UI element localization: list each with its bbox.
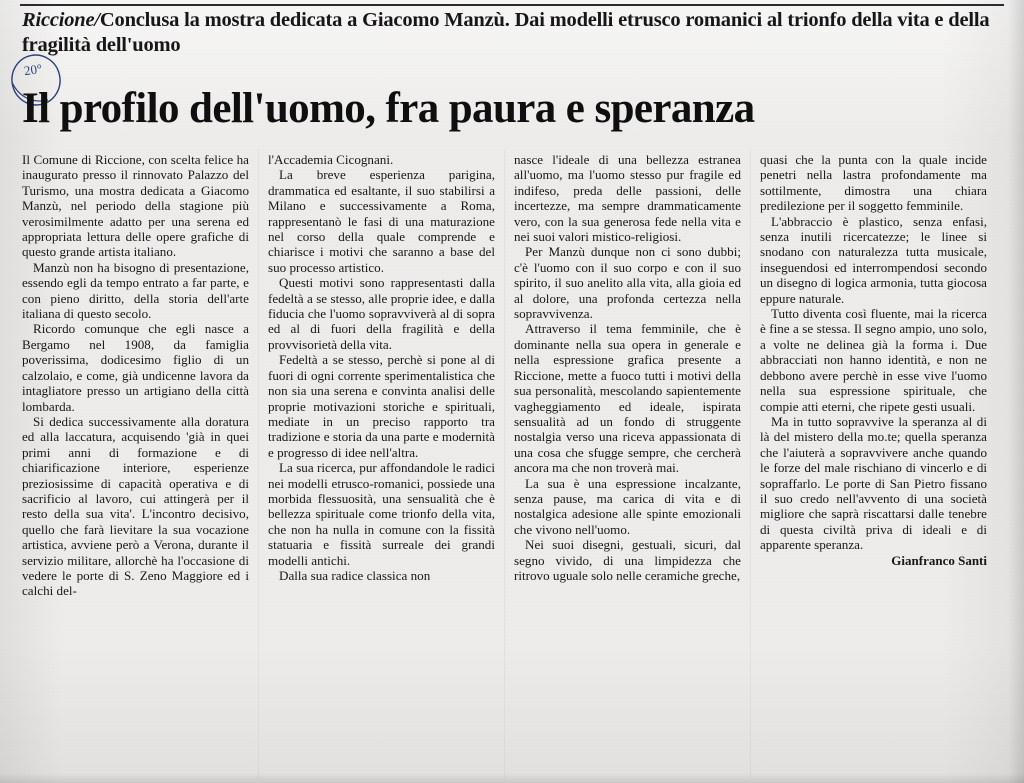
ink-note-text: 20° [22, 60, 44, 79]
paragraph: La sua ricerca, pur affondandole le radici nei modelli etrusco-romanici, possiede una morbida flessuosità, una sensualità che è bellezza spirituale come trionfo della vita, che non ha nulla in comune con la fissità statuaria e fissità surreale dei grandi modelli antichi. [268, 460, 495, 568]
paragraph: Attraverso il tema femminile, che è dominante nella sua opera in generale e nella espressione grafica presente a Riccione, mette a fuoco tutti i motivi della sua personalità, mescolando sapientemente vagheggiamento ed ideale, ispirata sensualità ad un fondo di struggente nostalgia verso una riceva appassionata di una cosa che sfugge sempre, che cercherà ancora ma che non troverà mai. [514, 321, 741, 476]
paragraph: Nei suoi disegni, gestuali, sicuri, dal segno vivido, di una limpidezza che ritrovo uguale solo nelle ceramiche greche, [514, 537, 741, 583]
kicker-location: Riccione/ [22, 9, 100, 31]
paragraph: Dalla sua radice classica non [279, 567, 431, 583]
column-4 [760, 152, 987, 777]
paragraph: nasce l'ideale di una bellezza estranea all'uomo, ma l'uomo stesso pur fragile ed indifeso, preda delle passioni, delle incertezze, ma sempre drammaticamente vero, con la sua generosa fede nella vita e nei suoi valori mistico-religiosi. [514, 152, 741, 245]
column-1 [22, 152, 249, 777]
paragraph: Per Manzù dunque non ci sono dubbi; c'è l'uomo con il suo corpo e con il suo spirito, il suo anelito alla vita, alla gioia ed al dolore, una profonda certezza nella sopravvivenza. [514, 244, 741, 322]
column-2 [268, 152, 495, 777]
column-3 [514, 152, 741, 777]
article-body [22, 152, 1006, 777]
paragraph: quasi che la punta con la quale incide penetri nella lastra profondamente ma sottilmente, dimostra una chiara predilezione per il soggetto femminile. [760, 152, 987, 214]
paragraph: Manzù non ha bisogno di presentazione, essendo egli da tempo entrato a far parte, e con pieno diritto, della storia dell'arte italiana di questo secolo. [22, 259, 249, 322]
paragraph: La breve esperienza parigina, drammatica ed esaltante, il suo stabilirsi a Milano e successivamente a Roma, rappresentanò le fasi di una maturazione nel corso della quale comprende e chiarisce i motivi che saranno a base del suo processo artistico. [268, 167, 495, 275]
paragraph: Si dedica successivamente alla doratura ed alla laccatura, acquisendo 'già in quei primi anni di formazione e di chiarificazione interiore, esperienze preziosissime di capacità operativa e di sacrificio al lavoro, cui attingerà per il resto della sua vita'. L'incontro decisivo, quello che farà lievitare la sua vocazione artistica, avviene però a Verona, durante il servizio militare, allorchè ha l'occasione di vedere le porte di S. Zeno Maggiore ed i calchi del- [22, 413, 249, 599]
byline: Gianfranco Santi [891, 552, 987, 568]
paragraph: La sua è una espressione incalzante, senza pause, ma carica di vita e di nostalgica adesione alle spinte emozionali che vivono nell'uomo. [514, 475, 741, 537]
paragraph: Tutto diventa così fluente, mai la ricerca è fine a se stessa. Il segno ampio, uno solo, a volte ne delinea già la forma i. Due abbracciati non hanno identità, e non ne debbono avere perchè in esse vive l'uomo nella sua espressione spirituale, che compie atti eterni, che ripete gesti usuali. [760, 306, 987, 414]
paragraph: L'abbraccio è plastico, senza enfasi, senza inutili ricercatezze; le linee si snodano con naturalezza tutta musicale, inseguendosi ed interrompendosi secondo un disegno di logica armonia, tutta giocosa eppure naturale. [760, 213, 987, 306]
article-kicker [22, 8, 1004, 58]
paragraph: Ricordo comunque che egli nasce a Bergamo nel 1908, da famiglia poverissima, dodicesimo figlio di un calzolaio, e come, già undicenne lavora da intagliatore presso un artigiano della città lombarda. [22, 321, 249, 414]
paragraph: Questi motivi sono rappresentasti dalla fedeltà a se stesso, alle proprie idee, e dalla fiducia che l'uomo sopravviverà al di sopra ed al di fuori della fragilità e della provvisorietà della vita. [268, 275, 495, 352]
paragraph: Il Comune di Riccione, con scelta felice ha inaugurato presso il rinnovato Palazzo del Turismo, una mostra dedicata a Giacomo Manzù, nel periodo della stagione più verosimilmente adatto per una serena ed appropriata lettura delle opere grafiche di questo grande artista italiano. [22, 152, 249, 260]
kicker-text: Conclusa la mostra dedicata a Giacomo Manzù. Dai modelli etrusco romanici al trionfo della vita e della fragilità dell'uomo [22, 9, 990, 56]
paragraph: Ma in tutto sopravvive la speranza al di là del mistero della mo.te; quella speranza che l'aiuterà a sopravvivere anche quando le forze del male rischiano di vincerlo e di sopraffarlo. Le porte di San Pietro fissano il suo credo nell'avvento di una società migliore che saprà riscattarsi dalle tenebre di questa civiltà priva di ideali e di apparente speranza. [760, 413, 987, 553]
top-rule [20, 4, 1004, 6]
paragraph: l'Accademia Cicognani. [268, 152, 394, 167]
page-title: Il profilo dell'uomo, fra paura e speranza [22, 85, 755, 132]
paragraph: Fedeltà a se stesso, perchè si pone al di fuori di ogni corrente sperimentalistica che non sia una serena e convinta analisi delle proprie motivazioni storiche e spirituali, mediate in un preciso rapporto tra tradizione e storia da una parte e modernità e progresso di idee nell'altra. [268, 352, 495, 460]
